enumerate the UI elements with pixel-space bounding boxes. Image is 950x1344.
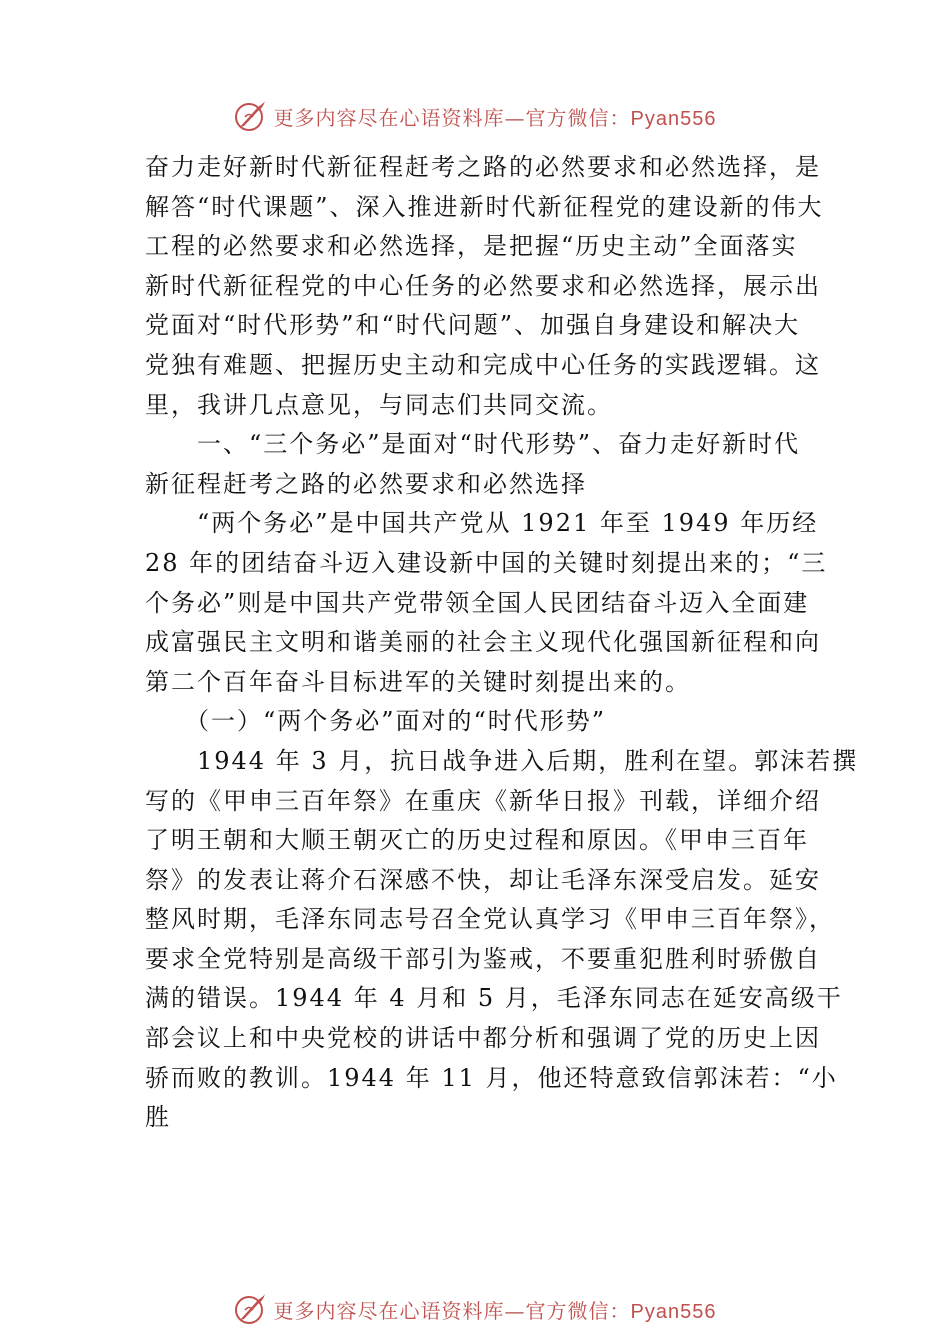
text-line: 党面对“时代形势”和“时代问题”、加强自身建设和解决大 xyxy=(145,311,801,340)
text-line: 党独有难题、把握历史主动和完成中心任务的实践逻辑。这 xyxy=(145,350,821,379)
text-line: 新时代新征程党的中心任务的必然要求和必然选择，展示出 xyxy=(145,271,821,300)
banner-text xyxy=(274,102,717,131)
text-line: 部会议上和中央党校的讲话中都分析和强调了党的历史上因 xyxy=(145,1024,821,1053)
quill-logo-icon xyxy=(234,99,268,133)
document-body xyxy=(145,148,859,1138)
text-line: 1944 年 3 月，抗日战争进入后期，胜利在望。郭沫若撰 xyxy=(145,746,859,775)
banner-title: 更多内容尽在心语资料库 xyxy=(273,1298,505,1323)
banner-wechat-id: Pyan556 xyxy=(630,1300,717,1323)
banner-wechat-label: 官方微信： xyxy=(525,1298,631,1323)
section-heading-line: 一、“三个务必”是面对“时代形势”、奋力走好新时代 xyxy=(145,430,801,459)
text-line: 奋力走好新时代新征程赶考之路的必然要求和必然选择，是 xyxy=(145,153,821,181)
text-line: 祭》的发表让蒋介石深感不快，却让毛泽东深受启发。延安 xyxy=(145,865,821,894)
text-line: 满的错误。1944 年 4 月和 5 月，毛泽东同志在延安高级干 xyxy=(145,984,843,1013)
text-line: “两个务必”是中国共产党从 1921 年至 1949 年历经 xyxy=(145,509,819,538)
banner-separator: — xyxy=(504,1298,526,1323)
banner-separator: — xyxy=(504,105,526,130)
quill-logo-icon xyxy=(234,1292,268,1326)
text-line: 解答“时代课题”、深入推进新时代新征程党的建设新的伟大 xyxy=(145,192,824,221)
text-line: 里，我讲几点意见，与同志们共同交流。 xyxy=(145,390,613,419)
text-line: 工程的必然要求和必然选择，是把握“历史主动”全面落实 xyxy=(145,232,798,261)
text-line: 整风时期，毛泽东同志号召全党认真学习《甲申三百年祭》， xyxy=(145,905,835,934)
text-line: 骄而败的教训。1944 年 11 月，他还特意致信郭沫若：“小 xyxy=(145,1063,838,1092)
banner-title: 更多内容尽在心语资料库 xyxy=(273,105,505,130)
text-line: 写的《甲申三百年祭》在重庆《新华日报》刊载，详细介绍 xyxy=(145,786,821,815)
header-banner xyxy=(0,94,950,138)
section-heading-line: 新征程赶考之路的必然要求和必然选择 xyxy=(145,469,587,498)
text-line: 了明王朝和大顺王朝灭亡的历史过程和原因。《甲申三百年 xyxy=(145,826,809,855)
text-line: 成富强民主文明和谐美丽的社会主义现代化强国新征程和向 xyxy=(145,628,821,657)
banner-wechat-id: Pyan556 xyxy=(630,107,717,130)
subsection-heading: （一）“两个务必”面对的“时代形势” xyxy=(145,707,607,736)
banner-text xyxy=(274,1295,717,1324)
footer-banner xyxy=(0,1287,950,1331)
text-line: 胜 xyxy=(145,1103,171,1132)
text-line: 个务必”则是中国共产党带领全国人民团结奋斗迈入全面建 xyxy=(145,588,810,617)
banner-wechat-label: 官方微信： xyxy=(525,105,631,130)
text-line: 要求全党特别是高级干部引为鉴戒，不要重犯胜利时骄傲自 xyxy=(145,944,821,973)
text-line: 第二个百年奋斗目标进军的关键时刻提出来的。 xyxy=(145,667,691,696)
text-line: 28 年的团结奋斗迈入建设新中国的关键时刻提出来的；“三 xyxy=(145,548,828,577)
